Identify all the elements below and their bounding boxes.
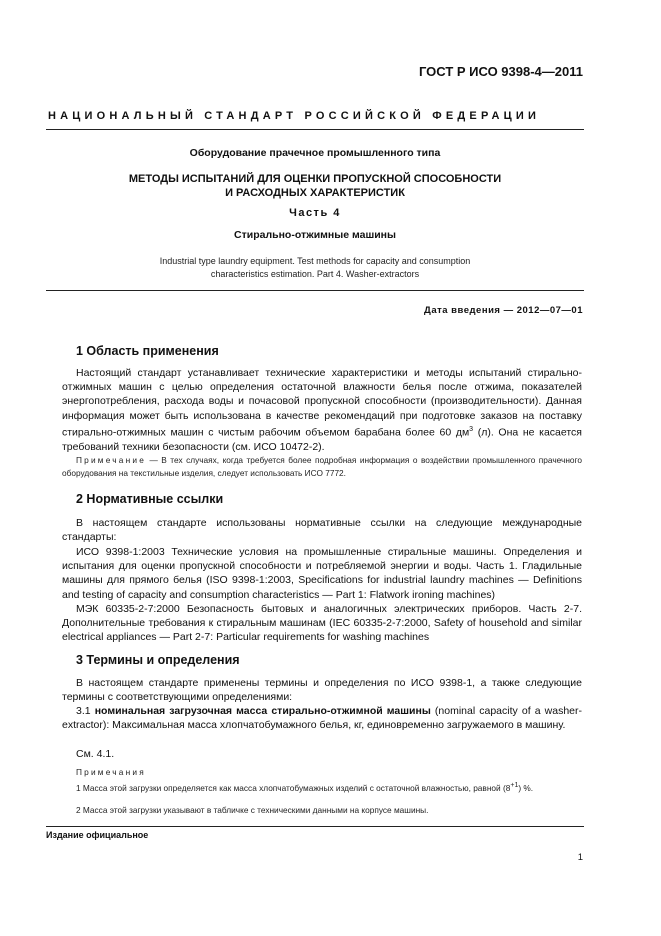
note-label: Примечание: [76, 455, 147, 465]
equipment-title: Оборудование прачечное промышленного типа: [189, 147, 441, 159]
section-2-heading: 2 Нормативные ссылки: [76, 492, 224, 506]
note-2: 2 Масса этой загрузки указывают в табличке с техническими данными на корпусе машины.: [76, 805, 429, 815]
introduction-date: Дата введения — 2012—07—01: [424, 305, 583, 316]
section-1-note: [62, 454, 582, 480]
national-standard-banner: НАЦИОНАЛЬНЫЙ СТАНДАРТ РОССИЙСКОЙ ФЕДЕРАЦИИ: [48, 110, 541, 122]
term-number: 3.1: [76, 705, 95, 717]
see-reference: См. 4.1.: [76, 748, 115, 760]
reference-iso-9398-1: ИСО 9398-1:2003 Технические условия на промышленные стиральные машины. Определения и испытания для оценки пропускной способности и потребляемой энергии и воды. Часть 1. Гладильные машины для прямого белья (ISO 9398-1:2003, Specifications for industrial laundry machines — Definitions and testing of capacity and consumption characteristics — Part 1: Flatwork ironing machines): [62, 546, 582, 601]
top-rule: [46, 129, 584, 130]
english-title-line2: characteristics estimation. Part 4. Washer-extractors: [210, 269, 420, 279]
methods-title: [46, 172, 584, 200]
official-edition-label: Издание официальное: [46, 830, 149, 840]
term-3-1: [62, 704, 582, 732]
note-1-sup: +1: [510, 782, 519, 789]
section-1-text-end: (л). Она не касается требований техники безопасности (см. ИСО 10472-2).: [62, 426, 582, 453]
note-1-end: ) %.: [518, 782, 534, 793]
section-1-sup: 3: [469, 425, 474, 433]
section-1-paragraph: [62, 366, 582, 454]
english-title-line1: Industrial type laundry equipment. Test methods for capacity and consumption: [159, 256, 471, 266]
footer-rule: [46, 826, 584, 827]
section-1-heading: 1 Область применения: [76, 344, 219, 358]
note-text: — В тех случаях, когда требуется более подробная информация о воздействии промышленного прачечного оборудования на текстильные изделия, следует использовать ИСО 7772.: [62, 455, 582, 478]
term-name: номинальная загрузочная масса стирально-отжимной машины: [94, 705, 431, 717]
methods-title-line2: И РАСХОДНЫХ ХАРАКТЕРИСТИК: [225, 187, 405, 199]
reference-iec-60335-2-7: МЭК 60335-2-7:2000 Безопасность бытовых и аналогичных электрических приборов. Часть 2-7. Дополнительные требования к стиральным машинам (IEC 60335-2-7:2000, Safety of household and similar electrical appliances — Part 2-7: Particular requirements for washing machines: [62, 603, 582, 644]
section-2-intro: В настоящем стандарте использованы нормативные ссылки на следующие международные стандарты:: [62, 517, 582, 544]
standard-number: ГОСТ Р ИСО 9398-4—2011: [418, 64, 583, 79]
term-definition: (nominal capacity of a washer-extractor): Максимальная масса хлопчатобумажного белья, кг, единовременно загружаемого в машину.: [62, 705, 582, 732]
page-number: 1: [577, 852, 583, 863]
methods-title-line1: МЕТОДЫ ИСПЫТАНИЙ ДЛЯ ОЦЕНКИ ПРОПУСКНОЙ СПОСОБНОСТИ: [128, 173, 502, 185]
section-3-heading: 3 Термины и определения: [76, 653, 240, 667]
english-title: [46, 255, 584, 281]
note-1-text: 1 Масса этой загрузки определяется как масса хлопчатобумажных изделий с остаточной влажностью, равной (8: [76, 782, 511, 793]
part-label: Часть 4: [289, 207, 341, 219]
section-1-text: Настоящий стандарт устанавливает технические характеристики и методы испытаний стирально-отжимных машин с целью определения остаточной влажности белья после отжима, показателей энергопотребления, расхода воды и почасовой пропускной способности (производительности). Данная информация может быть использована в качестве рекомендаций при подготовке заказов на поставку стирально-отжимных машин с чистым рабочим объемом барабана более 60 дм: [62, 367, 582, 439]
section-3-intro: В настоящем стандарте применены термины и определения по ИСО 9398-1, а также следующие термины с соответствующими определениями:: [62, 677, 582, 704]
notes-label: Примечания: [76, 767, 146, 777]
note-1: [62, 779, 582, 795]
part-title: Стирально-отжимные машины: [234, 229, 396, 241]
title-rule: [46, 290, 584, 291]
